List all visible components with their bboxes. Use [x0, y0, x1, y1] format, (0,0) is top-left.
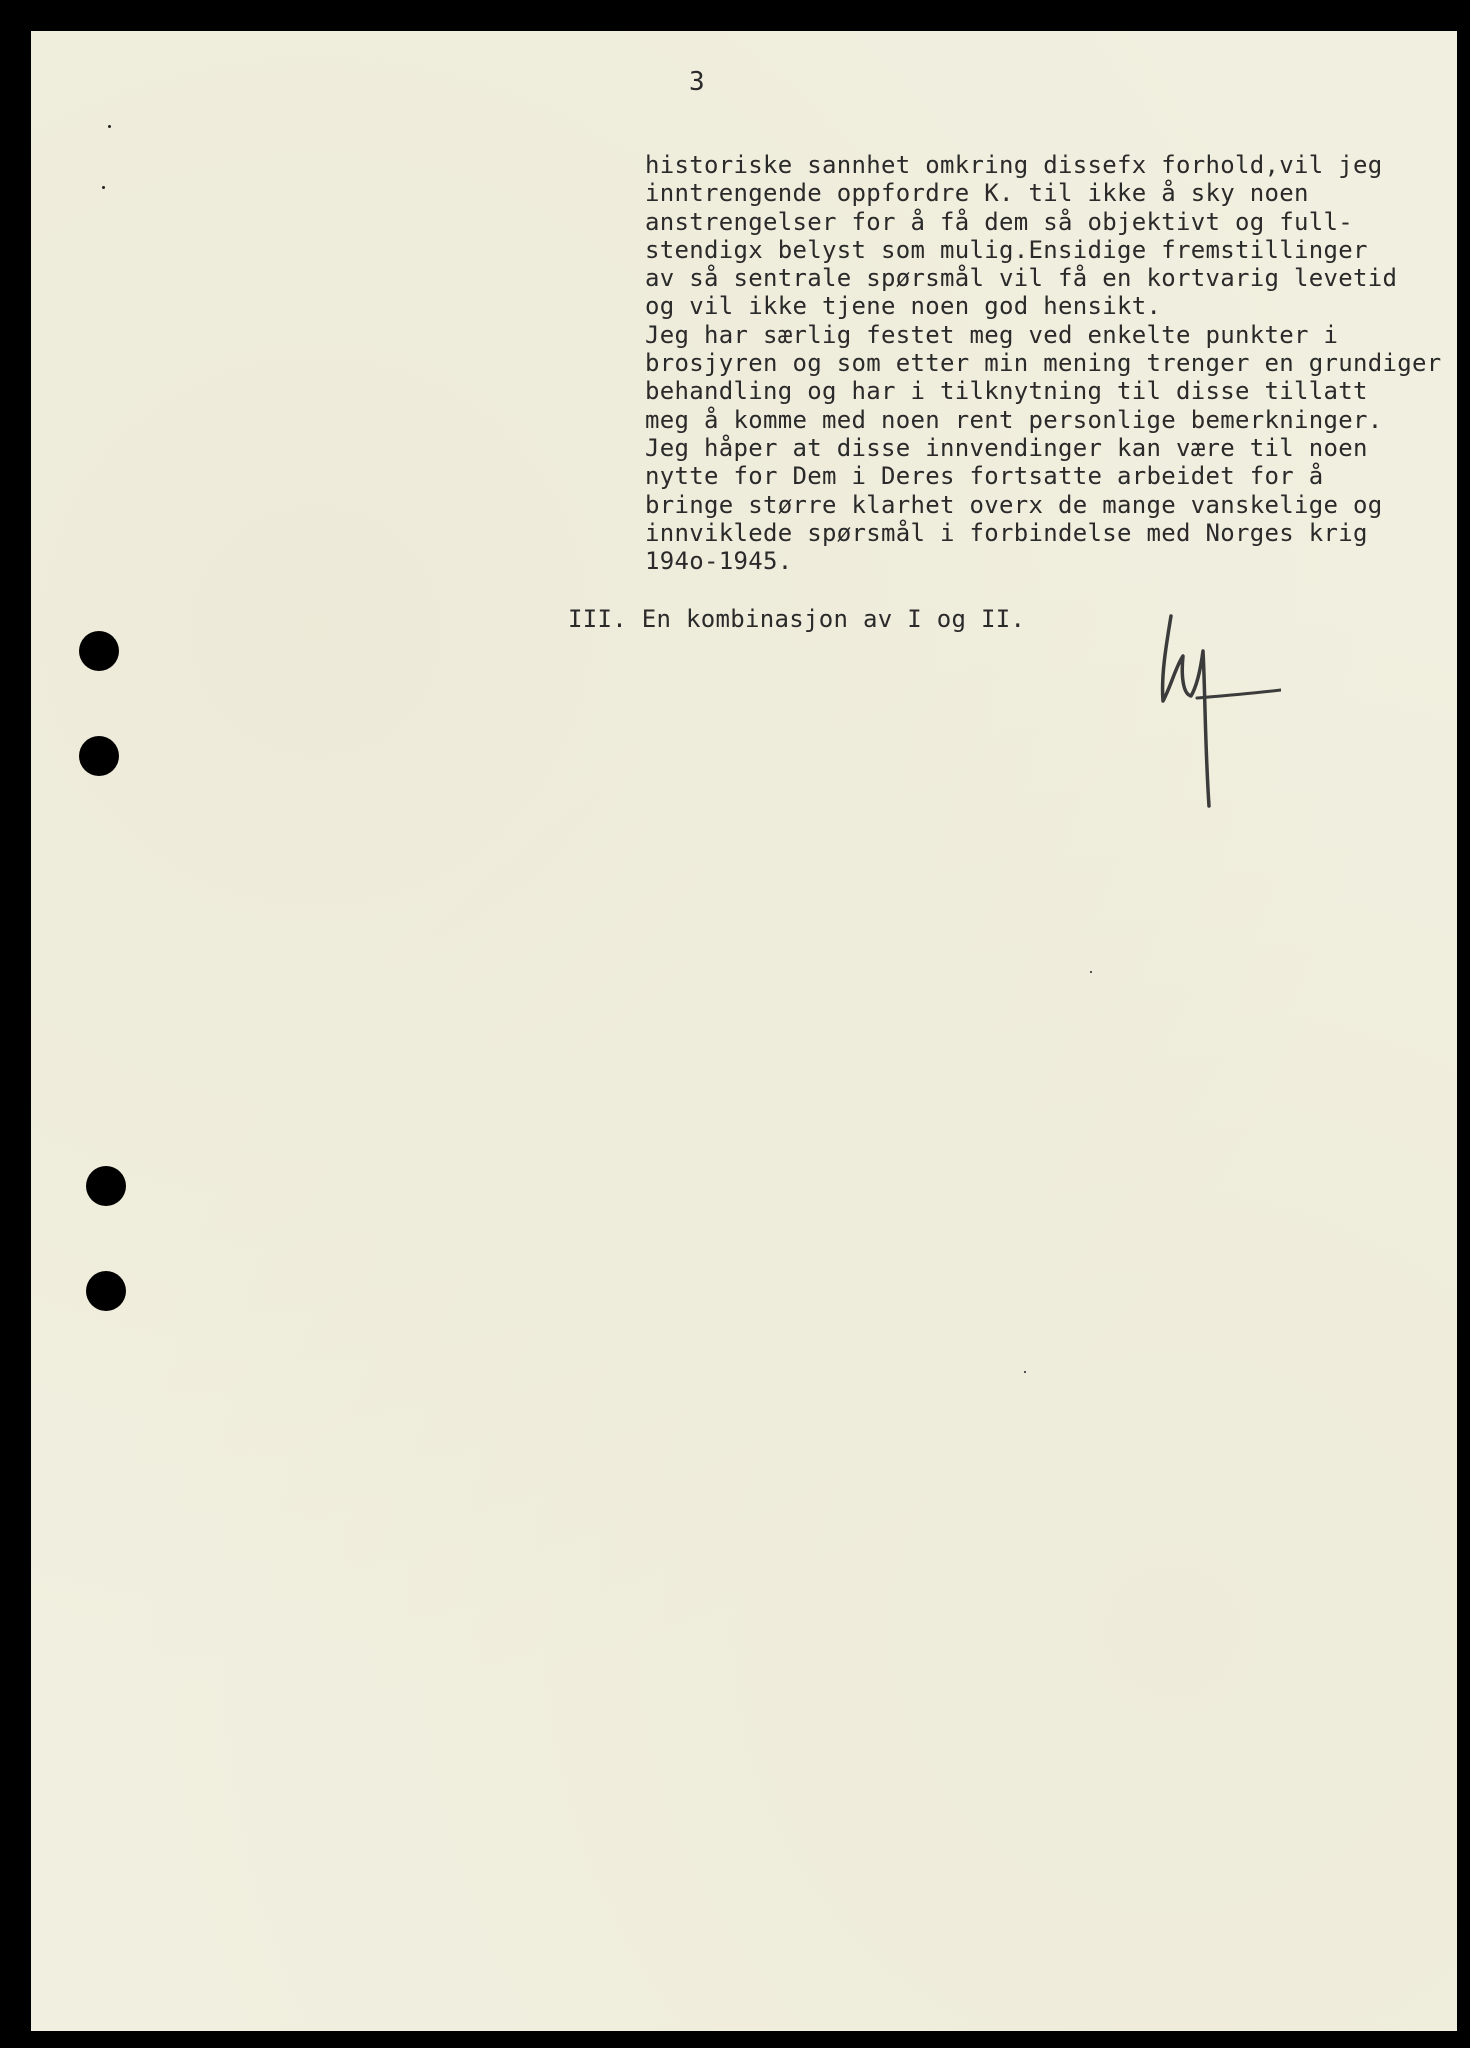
document-page [31, 31, 1457, 2031]
text-line: nytte for Dem i Deres fortsatte arbeidet for å [645, 462, 1324, 491]
text-line: behandling og har i tilknytning til disse tillatt [645, 377, 1368, 406]
page-number: 3 [689, 67, 705, 97]
text-line: innviklede spørsmål i forbindelse med Norges krig [645, 518, 1368, 547]
text-line: stendigx belyst som mulig.Ensidige fremstillinger [645, 235, 1368, 264]
text-line: og vil ikke tjene noen god hensikt. [645, 292, 1162, 321]
text-line: av så sentrale spørsmål vil få en kortvarig levetid [645, 264, 1398, 293]
speck-mark [108, 125, 111, 128]
text-line: historiske sannhet omkring dissefx forhold,vil jeg [645, 151, 1383, 179]
section-heading: III. En kombinasjon av I og II. [568, 605, 1026, 633]
speck-mark [1024, 1371, 1026, 1373]
punch-hole [86, 1271, 126, 1311]
punch-hole [79, 631, 119, 671]
text-line: inntrengende oppfordre K. til ikke å sky noen [645, 179, 1309, 208]
text-line: Jeg har særlig festet meg ved enkelte punkter i [645, 320, 1339, 349]
punch-hole [79, 736, 119, 776]
speck-mark [102, 186, 105, 189]
text-line: bringe større klarhet overx de mange vanskelige og [645, 490, 1383, 519]
body-text [645, 151, 1470, 575]
text-line: anstrengelser for å få dem så objektivt og full- [645, 207, 1353, 236]
text-line: 194o-1945. [645, 547, 793, 576]
text-line: brosjyren og som etter min mening trenger en grundiger [645, 349, 1442, 378]
text-line: Jeg håper at disse innvendinger kan være til noen [645, 433, 1368, 462]
text-line: meg å komme med noen rent personlige bemerkninger. [645, 405, 1383, 434]
punch-hole [86, 1166, 126, 1206]
speck-mark [1090, 971, 1092, 973]
handwritten-signature [1131, 606, 1281, 816]
